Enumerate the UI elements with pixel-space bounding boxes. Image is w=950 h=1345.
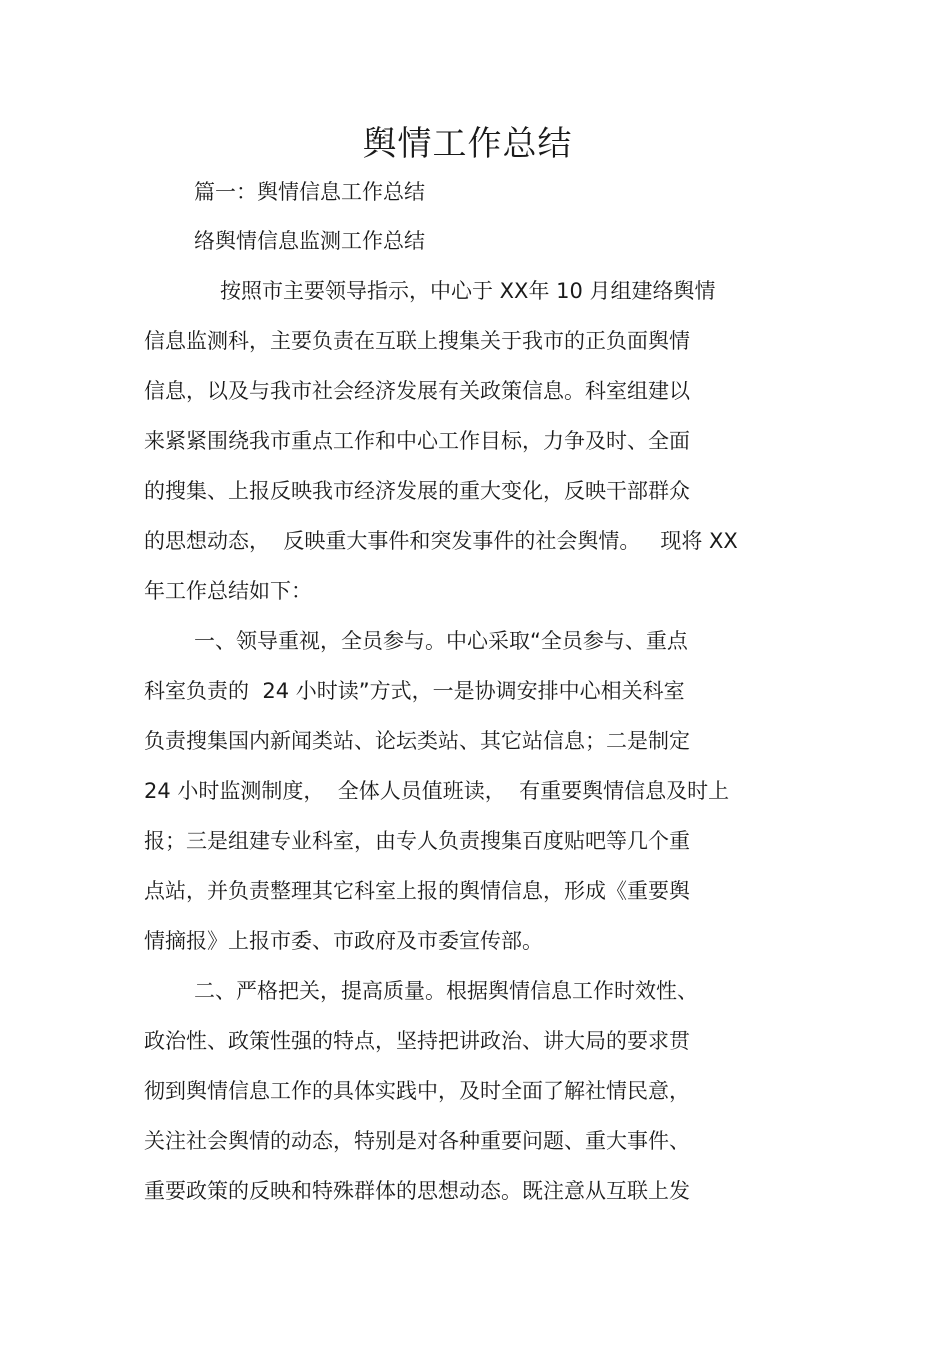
subheading: 络舆情信息监测工作总结 bbox=[194, 229, 425, 253]
paragraph-line: 一、领导重视，全员参与。中心采取“全员参与、重点 bbox=[194, 629, 688, 653]
paragraph-line: 按照市主要领导指示，中心于 XX年 10 月组建络舆情 bbox=[220, 279, 716, 303]
paragraph-line: 关注社会舆情的动态，特别是对各种重要问题、重大事件、 bbox=[144, 1129, 690, 1153]
paragraph-line: 点站，并负责整理其它科室上报的舆情信息，形成《重要舆 bbox=[144, 879, 690, 903]
paragraph-line: 负责搜集国内新闻类站、论坛类站、其它站信息；二是制定 bbox=[144, 729, 690, 753]
paragraph-line: 的搜集、上报反映我市经济发展的重大变化，反映干部群众 bbox=[144, 479, 690, 503]
paragraph-line: 24 小时监测制度， 全体人员值班读， 有重要舆情信息及时上 bbox=[144, 779, 730, 803]
paragraph-line: 彻到舆情信息工作的具体实践中，及时全面了解社情民意， bbox=[144, 1079, 690, 1103]
paragraph-line: 科室负责的 24 小时读”方式，一是协调安排中心相关科室 bbox=[144, 679, 685, 703]
paragraph-line: 信息监测科，主要负责在互联上搜集关于我市的正负面舆情 bbox=[144, 329, 690, 353]
paragraph-line: 重要政策的反映和特殊群体的思想动态。既注意从互联上发 bbox=[144, 1179, 690, 1203]
document-title: 舆情工作总结 bbox=[362, 124, 573, 164]
paragraph-line: 政治性、政策性强的特点，坚持把讲政治、讲大局的要求贯 bbox=[144, 1029, 690, 1053]
section-heading: 篇一：舆情信息工作总结 bbox=[194, 180, 425, 204]
paragraph-line: 二、严格把关，提高质量。根据舆情信息工作时效性、 bbox=[194, 979, 698, 1003]
paragraph-line: 的思想动态， 反映重大事件和突发事件的社会舆情。 现将 XX bbox=[144, 529, 738, 553]
paragraph-line: 报；三是组建专业科室，由专人负责搜集百度贴吧等几个重 bbox=[144, 829, 690, 853]
paragraph-line: 来紧紧围绕我市重点工作和中心工作目标，力争及时、全面 bbox=[144, 429, 690, 453]
paragraph-line: 信息，以及与我市社会经济发展有关政策信息。科室组建以 bbox=[144, 379, 690, 403]
paragraph-line: 情摘报》上报市委、市政府及市委宣传部。 bbox=[144, 929, 543, 953]
paragraph-line: 年工作总结如下： bbox=[144, 579, 312, 603]
